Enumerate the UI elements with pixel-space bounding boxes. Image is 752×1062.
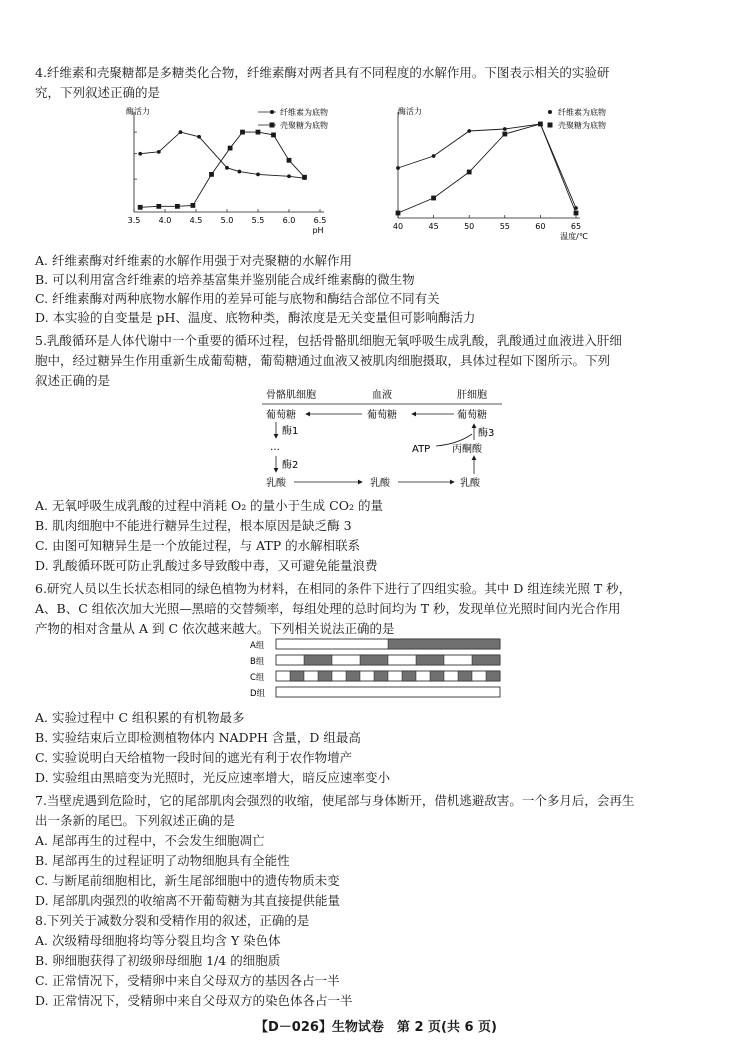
x-tick-label: 5.0 [220,216,234,225]
q7-option-d: D. 尾部肌肉强烈的收缩离不开葡萄糖为其直接提供能量 [35,893,341,908]
x-tick-label: 40 [392,222,404,231]
q7-option-c: C. 与断尾前细胞相比，新生尾部细胞中的遗传物质未变 [35,873,340,888]
data-point [191,203,196,208]
glucose-blood: 葡萄糖 [367,410,397,421]
data-point [467,129,471,133]
data-point [256,130,261,135]
atp-label: ATP [412,444,431,455]
data-point [209,172,214,177]
dark-segment [458,671,472,681]
data-point [432,154,436,158]
dark-segment [472,655,500,665]
q7-option-a: A. 尾部再生的过程中，不会发生细胞凋亡 [35,833,265,848]
dark-segment [346,671,360,681]
q6-option-a: A. 实验过程中 C 组积累的有机物最多 [35,710,245,725]
x-tick-label: 65 [570,222,582,231]
q5-stem-line1: 5.乳酸循环是人体代谢中一个重要的循环过程，包括骨骼肌细胞无氧呼吸生成乳酸，乳酸通过血液进入肝细 [35,333,622,348]
q6-stem-line1: 6.研究人员以生长状态相同的绿色植物为材料，在相同的条件下进行了四组实验。其中 D 组连续光照 T 秒， [35,581,632,596]
q8-option-a: A. 次级精母细胞将均等分裂且均含 Y 染色体 [35,933,281,948]
data-point [256,173,260,177]
y-axis-label: 酶活力 [398,107,422,116]
q5-option-c: C. 由图可知糖异生是一个放能过程，与 ATP 的水解相联系 [35,538,361,553]
data-point [157,150,161,154]
data-point [287,174,291,178]
data-point [156,204,161,209]
data-point [396,166,400,170]
data-point [538,122,543,127]
q7-stem-line2: 出一条新的尾巴。下列叙述正确的是 [35,813,236,828]
q7-option-b: B. 尾部再生的过程证明了动物细胞具有全能性 [35,853,290,868]
dark-segment [486,671,500,681]
data-point [502,132,507,137]
data-point [228,146,233,151]
x-tick-label: 6.0 [282,216,296,225]
column-liver-cell: 肝细胞 [457,390,487,401]
ellipsis: … [270,442,280,453]
data-point [467,170,472,175]
data-point [302,175,307,180]
q8-option-d: D. 正常情况下，受精卵中来自父母双方的染色体各占一半 [35,993,353,1008]
q4-option-b: B. 可以利用富含纤维素的培养基富集并鉴别能合成纤维素酶的微生物 [35,272,415,287]
dark-segment [430,671,444,681]
x-tick-label: 6.5 [313,216,327,225]
q6-option-d: D. 实验组由黑暗变为光照时，光反应速率增大，暗反应速率变小 [35,770,391,785]
dark-segment [360,655,388,665]
q4-option-c: C. 纤维素酶对两种底物水解作用的差异可能与底物和酶结合部位不同有关 [35,291,440,306]
dark-segment [318,671,332,681]
enzyme3-label: 酶3 [478,428,495,439]
legend-label: 壳聚糖为底物 [280,121,328,130]
data-point [175,204,180,209]
data-point [431,196,436,201]
series-line-2 [398,124,576,213]
legend-label: 壳聚糖为底物 [558,121,606,130]
x-tick-label: 4.5 [189,216,203,225]
y-axis-label: 酶活力 [126,107,150,116]
lactate-liver: 乳酸 [460,478,480,489]
q8-option-b: B. 卵细胞获得了初级卵母细胞 1/4 的细胞质 [35,953,281,968]
q6-stem-line3: 产物的相对含量从 A 到 C 依次越来越大。下列相关说法正确的是 [35,621,395,636]
temperature-chart [384,104,652,250]
data-point [271,133,276,138]
x-axis-label: pH [312,226,324,235]
group-label: C组 [250,673,265,683]
q5-option-a: A. 无氧呼吸生成乳酸的过程中消耗 O₂ 的量小于生成 CO₂ 的量 [35,498,383,513]
lactic-acid-cycle-diagram [262,384,502,496]
data-point [396,211,401,216]
enzyme2-label: 酶2 [282,460,299,471]
light-dark-alternation-diagram [250,636,506,704]
pyruvate-label: 丙酮酸 [452,444,482,455]
dark-segment [290,671,304,681]
data-point [179,130,183,134]
q7-stem-line1: 7.当壁虎遇到危险时，它的尾部肌肉会强烈的收缩，使尾部与身体断开，借机逃避敌害。一个多月后，会再生 [35,793,635,808]
q6-stem-line2: A、B、C 组依次加大光照—黑暗的交替频率，每组处理的总时间均为 T 秒，发现单位光照时间内光合作用 [35,601,621,616]
data-point [138,205,143,210]
x-tick-label: 50 [464,222,475,231]
data-point [574,211,579,216]
q4-option-d: D. 本实验的自变量是 pH、温度、底物种类，酶浓度是无关变量但可影响酶活力 [35,310,476,325]
x-tick-label: 60 [535,222,546,231]
q4-option-a: A. 纤维素酶对纤维素的水解作用强于对壳聚糖的水解作用 [35,253,352,268]
series-line-1 [140,132,304,178]
page-footer: 【D－026】生物试卷 第 2 页(共 6 页) [254,1020,497,1035]
legend-label: 纤维素为底物 [280,108,328,117]
x-tick-label: 5.5 [251,216,265,225]
q6-option-c: C. 实验说明白天给植物一段时间的遮光有利于农作物增产 [35,750,353,765]
legend-label: 纤维素为底物 [558,108,606,117]
q6-option-b: B. 实验结束后立即检测植物体内 NADPH 含量，D 组最高 [35,730,361,745]
q5-stem-line2: 胞中，经过糖异生作用重新生成葡萄糖，葡萄糖通过血液又被肌肉细胞摄取，具体过程如下图所示。下列 [35,353,611,368]
legend-marker [548,123,553,128]
group-label: A组 [250,641,265,651]
dark-segment [388,639,500,649]
lactate-muscle: 乳酸 [266,478,286,489]
group-label: D组 [250,689,266,699]
series-line-1 [398,124,576,208]
column-blood: 血液 [372,390,392,401]
group-label: B组 [250,657,265,667]
q8-stem: 8.下列关于减数分裂和受精作用的叙述，正确的是 [35,913,310,928]
q4-stem-line2: 究，下列叙述正确的是 [35,85,161,100]
dark-segment [416,655,444,665]
data-point [197,135,201,139]
column-muscle-cell: 骨骼肌细胞 [266,390,316,401]
data-point [238,170,242,174]
x-tick-label: 3.5 [127,216,141,225]
legend-marker [548,110,552,114]
x-tick-label: 4.0 [158,216,172,225]
series-line-2 [140,132,304,207]
enzyme1-label: 酶1 [282,426,299,437]
data-point [225,166,229,170]
q5-option-b: B. 肌肉细胞中不能进行糖异生过程，根本原因是缺乏酶 3 [35,518,352,533]
dark-segment [374,671,388,681]
glucose-liver: 葡萄糖 [457,410,487,421]
lactate-blood: 乳酸 [370,478,390,489]
group-bar [276,687,500,697]
dark-segment [402,671,416,681]
q5-option-d: D. 乳酸循环既可防止乳酸过多导致酸中毒，又可避免能量浪费 [35,558,378,573]
data-point [287,158,292,163]
x-axis-label: 温度/℃ [560,232,588,241]
x-tick-label: 45 [428,222,439,231]
q4-stem-line1: 4.纤维素和壳聚糖都是多糖类化合物，纤维素酶对两者具有不同程度的水解作用。下图表示相关的实验研 [35,65,610,80]
q5-stem-line3: 叙述正确的是 [35,373,111,388]
glucose-muscle: 葡萄糖 [266,410,296,421]
x-tick-label: 55 [499,222,510,231]
data-point [503,127,507,131]
dark-segment [304,655,332,665]
data-point [240,130,245,135]
data-point [138,152,142,156]
q8-option-c: C. 正常情况下，受精卵中来自父母双方的基因各占一半 [35,973,340,988]
ph-chart [120,104,340,250]
